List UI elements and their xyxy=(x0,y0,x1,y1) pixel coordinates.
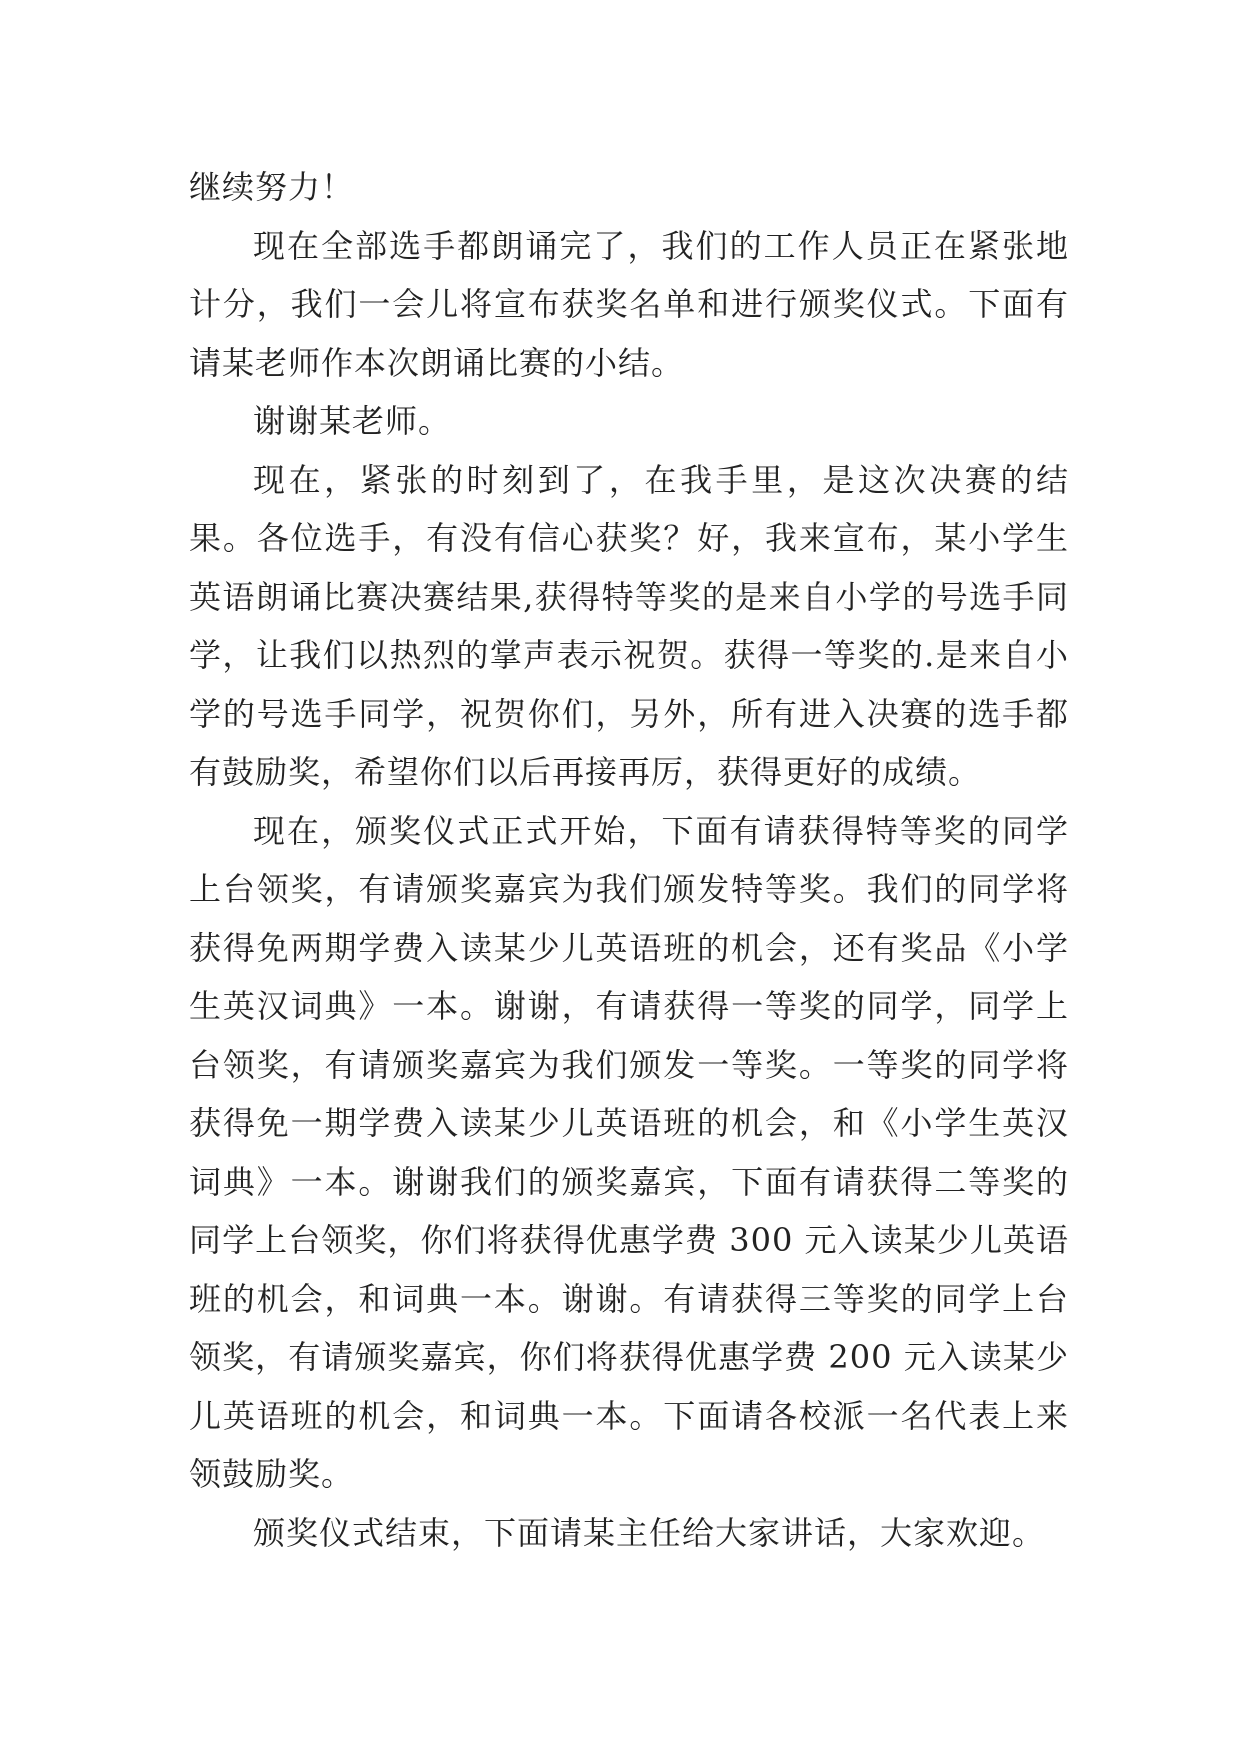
paragraph-scoring: 现在全部选手都朗诵完了，我们的工作人员正在紧张地计分，我们一会儿将宣布获奖名单和进行颁奖仪式。下面有请某老师作本次朗诵比赛的小结。 xyxy=(189,226,1069,382)
paragraph-thanks-teacher: 谢谢某老师。 xyxy=(253,402,452,440)
paragraph-closing: 颁奖仪式结束，下面请某主任给大家讲话，大家欢迎。 xyxy=(253,1513,1046,1552)
document-body xyxy=(189,158,1069,1562)
paragraph-award-ceremony: 现在，颁奖仪式正式开始，下面有请获得特等奖的同学上台领奖，有请颁奖嘉宾为我们颁发特等奖。我们的同学将获得免两期学费入读某少儿英语班的机会，还有奖品《小学生英汉词典》一本。谢谢，有请获得一等奖的同学，同学上台领奖，有请颁奖嘉宾为我们颁发一等奖。一等奖的同学将获得免一期学费入读某少儿英语班的机会，和《小学生英汉词典》一本。谢谢我们的颁奖嘉宾，下面有请获得二等奖的同学上台领奖，你们将获得优惠学费 300 元入读某少儿英语班的机会，和词典一本。谢谢。有请获得三等奖的同学上台领奖，有请颁奖嘉宾，你们将获得优惠学费 200 元入读某少儿英语班的机会，和词典一本。下面请各校派一名代表上来领鼓励奖。 xyxy=(189,811,1069,1493)
paragraph-continue-effort: 继续努力！ xyxy=(189,168,355,206)
paragraph-results: 现在，紧张的时刻到了，在我手里，是这次决赛的结果。各位选手，有没有信心获奖？好，我来宣布，某小学生英语朗诵比赛决赛结果,获得特等奖的是来自小学的号选手同学，让我们以热烈的掌声表示祝贺。获得一等奖的.是来自小学的号选手同学，祝贺你们，另外，所有进入决赛的选手都有鼓励奖，希望你们以后再接再厉，获得更好的成绩。 xyxy=(189,460,1069,791)
